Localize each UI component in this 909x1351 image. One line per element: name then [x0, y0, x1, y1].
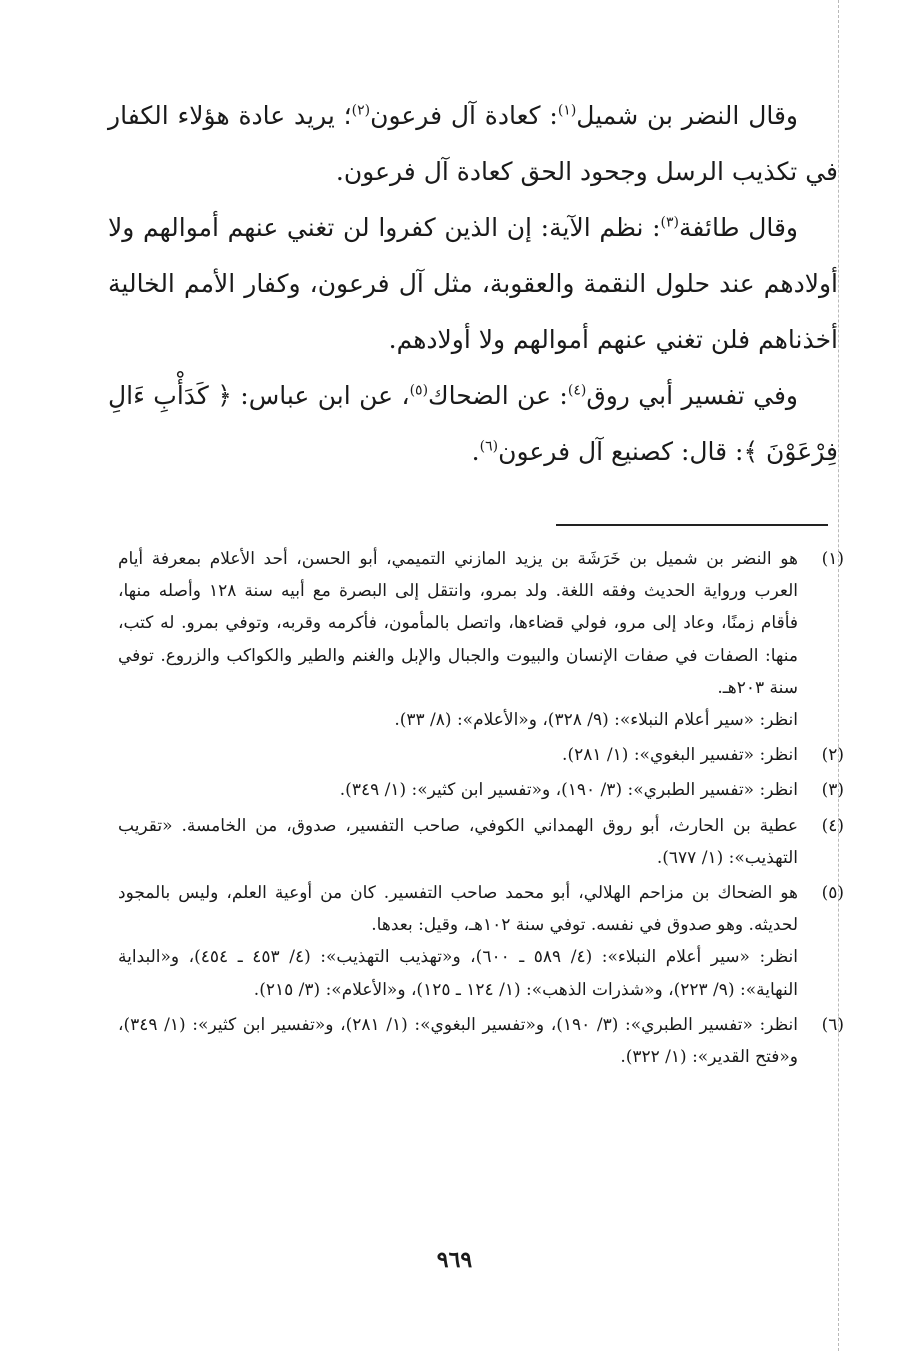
footnote-1 — [118, 543, 844, 736]
footnote-ref-2[interactable]: (٢) — [351, 102, 371, 119]
footnote-body — [118, 810, 798, 874]
footnote-ref-5[interactable]: (٥) — [409, 382, 429, 399]
footnote-ref-4[interactable]: (٤) — [567, 382, 587, 399]
footnote-number: (٤) — [821, 815, 844, 836]
main-text-body — [108, 88, 838, 480]
footnote-number: (٢) — [821, 745, 844, 766]
paragraph-text: : عن الضحاك — [428, 381, 568, 410]
main-paragraph-3 — [108, 368, 838, 480]
footnote-text: انظر: «تفسير البغوي»: (١/ ٢٨١). — [562, 745, 798, 766]
footnote-number: (١) — [821, 549, 844, 569]
page-number: ٩٦٩ — [436, 1247, 473, 1273]
footnotes-section — [118, 543, 844, 1076]
footnote-text: انظر: «تفسير الطبري»: (٣/ ١٩٠)، و«تفسير ابن كثير»: (١/ ٣٤٩). — [339, 780, 798, 801]
footnote-4 — [118, 810, 844, 874]
paragraph-text: وقال النضر بن شميل — [576, 101, 798, 130]
main-paragraph-2 — [108, 200, 838, 368]
footnote-number: (٣) — [821, 780, 844, 801]
paragraph-text: وفي تفسير أبي روق — [586, 381, 798, 410]
footnote-text: انظر: «تفسير الطبري»: (٣/ ١٩٠)، و«تفسير البغوي»: (١/ ٢٨١)، و«تفسير ابن كثير»: (١/ ٣٤٩)، و«فتح القدير»: (١/ ٣٢٢). — [118, 1014, 799, 1068]
footnote-body — [118, 739, 798, 771]
footnote-ref-6[interactable]: (٦) — [479, 438, 499, 455]
footnote-5 — [118, 877, 844, 1006]
footnote-text: انظر: «سير أعلام النبلاء»: (٩/ ٣٢٨)، و«الأعلام»: (٨/ ٣٣). — [394, 710, 798, 731]
footnote-text: هو النضر بن شميل بن خَرَشَة بن يزيد المازني التميمي، أبو الحسن، أحد الأعلام بمعرفة أيام العرب ورواية الحديث وفقه اللغة. ولد بمرو، وانتقل إلى البصرة مع أبيه سنة ١٢٨ وأصله منها، فأقام زمنًا، وعاد إلى مرو، فولي قضاءها، واتصل بالمأمون، فأكرمه وقربه، وتوفي بمرو. له كتب، منها: الصفات في صفات الإنسان والبيوت والجبال والإبل والغنم والطير والكواكب والزروع. توفي سنة ٢٠٣هـ. — [118, 549, 799, 698]
paragraph-text: ؛ يريد عادة هؤلاء الكفار في تكذيب الرسل وجحود الحق كعادة آل فرعون. — [108, 101, 838, 186]
footnote-ref-3[interactable]: (٣) — [660, 214, 679, 231]
footnote-body — [118, 774, 798, 806]
footnote-body — [118, 543, 798, 736]
footnote-text: هو الضحاك بن مزاحم الهلالي، أبو محمد صاحب التفسير. كان من أوعية العلم، وليس بالمجود لحديثه. وهو صدوق في نفسه. توفي سنة ١٠٢هـ، وقيل: بعدها. — [118, 883, 798, 936]
footnote-body — [118, 1009, 798, 1073]
footnote-ref-1[interactable]: (١) — [557, 102, 577, 119]
footnote-6 — [118, 1009, 844, 1073]
paragraph-text: ، عن ابن عباس: ﴿ كَدَأْبِ ءَالِ فِرْعَوْنَ ﴾: قال: كصنيع آل فرعون — [108, 381, 838, 466]
footnote-number: (٦) — [821, 1014, 844, 1035]
footnote-separator-rule — [556, 524, 828, 526]
footnote-body — [118, 877, 798, 1006]
paragraph-text: : نظم الآية: إن الذين كفروا لن تغني عنهم أموالهم ولا أولادهم عند حلول النقمة والعقوبة، مثل آل فرعون، وكفار الأمم الخالية أخذناهم فلن تغني عنهم أموالهم ولا أولادهم. — [108, 213, 838, 354]
footnote-3 — [118, 774, 844, 806]
paragraph-text: وقال طائفة — [679, 213, 798, 242]
footnote-number: (٥) — [821, 883, 844, 904]
footnote-text: انظر: «سير أعلام النبلاء»: (٤/ ٥٨٩ ـ ٦٠٠)، و«تهذيب التهذيب»: (٤/ ٤٥٣ ـ ٤٥٤)، و«البداية النهاية»: (٩/ ٢٢٣)، و«شذرات الذهب»: (١/ ١٢٤ ـ ١٢٥)، و«الأعلام»: (٣/ ٢١٥). — [118, 947, 798, 1000]
paragraph-text: . — [471, 437, 480, 466]
paragraph-text: : كعادة آل فرعون — [370, 101, 558, 130]
main-paragraph-1 — [108, 88, 838, 200]
footnote-text: عطية بن الحارث، أبو روق الهمداني الكوفي، صاحب التفسير، صدوق، من الخامسة. «تقريب التهذيب»: (١/ ٦٧٧). — [118, 815, 798, 868]
footnote-2 — [118, 739, 844, 771]
